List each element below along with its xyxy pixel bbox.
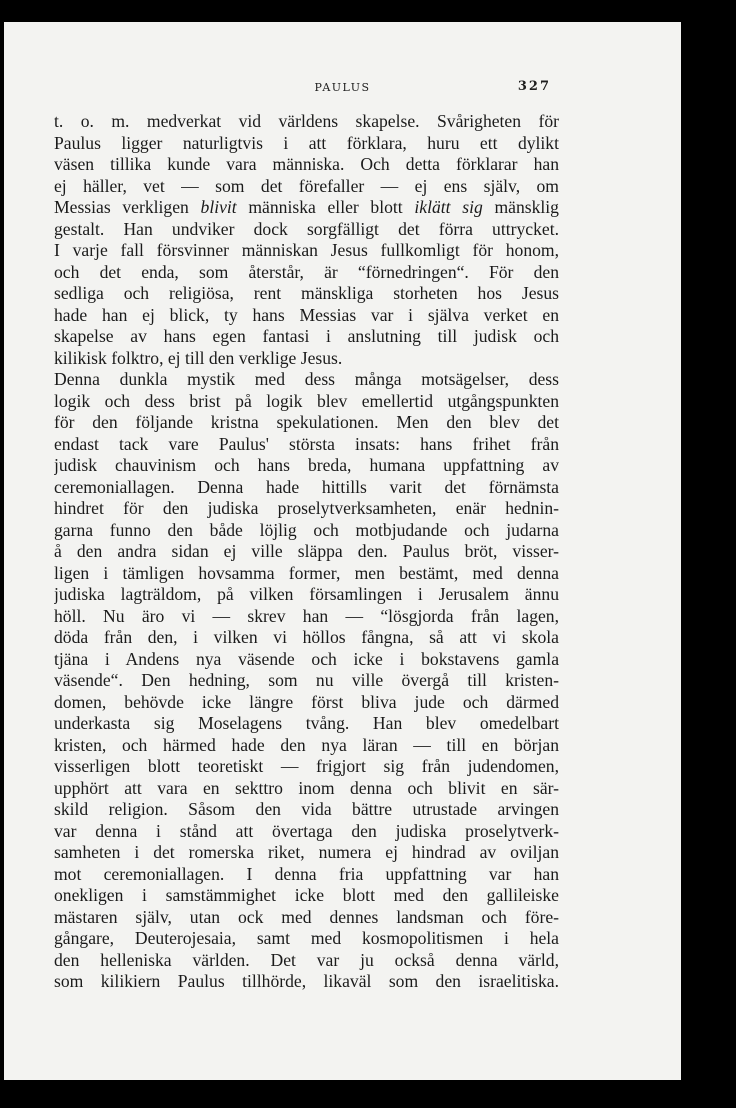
text-line: väsen tillika kunde vara människa. Och detta förklarar han bbox=[54, 154, 559, 174]
text-line: domen, behövde icke längre först bliva jude och därmed bbox=[54, 691, 559, 712]
italic-segment: iklätt sig bbox=[414, 197, 483, 217]
text-line: samheten i det romerska riket, numera ej hindrad av oviljan bbox=[54, 842, 559, 862]
book-page bbox=[4, 22, 681, 1080]
text-line: som kilikiern Paulus tillhörde, likaväl som den israelitiska. bbox=[54, 971, 559, 991]
text-line: Paulus ligger naturligtvis i att förklara, huru ett dylikt bbox=[54, 132, 559, 153]
text-line: för den följande kristna spekulationen. Men den blev det bbox=[54, 412, 559, 432]
text-line: mot ceremoniallagen. I denna fria uppfattning var han bbox=[54, 863, 559, 884]
text-line: ceremoniallagen. Denna hade hittills varit det förnämsta bbox=[54, 476, 559, 497]
text-line: hade han ej blick, ty hans Messias var i själva verket en bbox=[54, 304, 559, 325]
text-line: skapelse av hans egen fantasi i anslutning till judisk och bbox=[54, 326, 559, 346]
text-line: underkasta sig Moselagens tvång. Han blev omedelbart bbox=[54, 713, 559, 733]
text-line: garna funno den både löjlig och motbjudande och judarna bbox=[54, 519, 559, 540]
text-line: endast tack vare Paulus' största insats: hans frihet från bbox=[54, 433, 559, 454]
text-line: judisk chauvinism och hans breda, humana uppfattning av bbox=[54, 455, 559, 475]
text-line: kristen, och härmed hade den nya läran — till en början bbox=[54, 734, 559, 755]
text-line: gestalt. Han undviker dock sorgfälligt det förra uttrycket. bbox=[54, 218, 559, 239]
text-line-mixed bbox=[54, 197, 559, 219]
text-line: logik och dess brist på logik blev emellertid utgångspunkten bbox=[54, 390, 559, 411]
text-line: t. o. m. medverkat vid världens skapelse. Svårigheten för bbox=[54, 111, 559, 131]
text-line: å den andra sidan ej ville släppa den. Paulus bröt, visser- bbox=[54, 541, 559, 561]
text-segment: mänsklig bbox=[494, 197, 559, 217]
text-line: ligen i tämligen hovsamma former, men bestämt, med denna bbox=[54, 562, 559, 583]
running-head: PAULUS bbox=[314, 81, 371, 94]
text-line: visserligen blott teoretiskt — frigjort sig från judendomen, bbox=[54, 756, 559, 776]
page-header bbox=[4, 78, 681, 98]
text-line: hindret för den judiska proselytverksamheten, enär hednin- bbox=[54, 498, 559, 518]
text-line: och det enda, som återstår, är “förnedringen“. För den bbox=[54, 261, 559, 282]
text-segment: människa eller blott bbox=[248, 197, 403, 217]
body-text bbox=[54, 111, 559, 993]
text-line: ej häller, vet — som det förefaller — ej ens själv, om bbox=[54, 175, 559, 196]
text-line: I varje fall försvinner människan Jesus fullkomligt för honom, bbox=[54, 240, 559, 260]
text-line: skild religion. Såsom den vida bättre utrustade arvingen bbox=[54, 799, 559, 819]
text-segment: Messias verkligen bbox=[54, 197, 189, 217]
italic-segment: blivit bbox=[200, 197, 237, 217]
text-line: den helleniska världen. Det var ju också denna värld, bbox=[54, 949, 559, 970]
text-line: upphört att vara en sekttro inom denna och blivit en sär- bbox=[54, 777, 559, 798]
text-line: onekligen i samstämmighet icke blott med den gallileiske bbox=[54, 885, 559, 905]
text-line: väsende“. Den hedning, som nu ville övergå till kristen- bbox=[54, 670, 559, 690]
text-line: döda från den, i vilken vi höllos fångna, så att vi skola bbox=[54, 627, 559, 647]
page-number: 327 bbox=[517, 79, 551, 94]
text-line: kilikisk folktro, ej till den verklige Jesus. bbox=[54, 347, 343, 368]
text-line: höll. Nu äro vi — skrev han — “lösgjorda från lagen, bbox=[54, 605, 559, 626]
text-line: gångare, Deuterojesaia, samt med kosmopolitismen i hela bbox=[54, 928, 559, 948]
text-line: judiska lagträldom, på vilken församlingen i Jerusalem ännu bbox=[54, 584, 559, 604]
text-line: Denna dunkla mystik med dess många motsägelser, dess bbox=[54, 369, 559, 389]
text-line: var denna i stånd att övertaga den judiska proselytverk- bbox=[54, 820, 559, 841]
text-line: mästaren själv, utan ock med dennes landsman och före- bbox=[54, 906, 559, 927]
text-line: tjäna i Andens nya väsende och icke i bokstavens gamla bbox=[54, 648, 559, 669]
text-line: sedliga och religiösa, rent mänskliga storheten hos Jesus bbox=[54, 283, 559, 303]
